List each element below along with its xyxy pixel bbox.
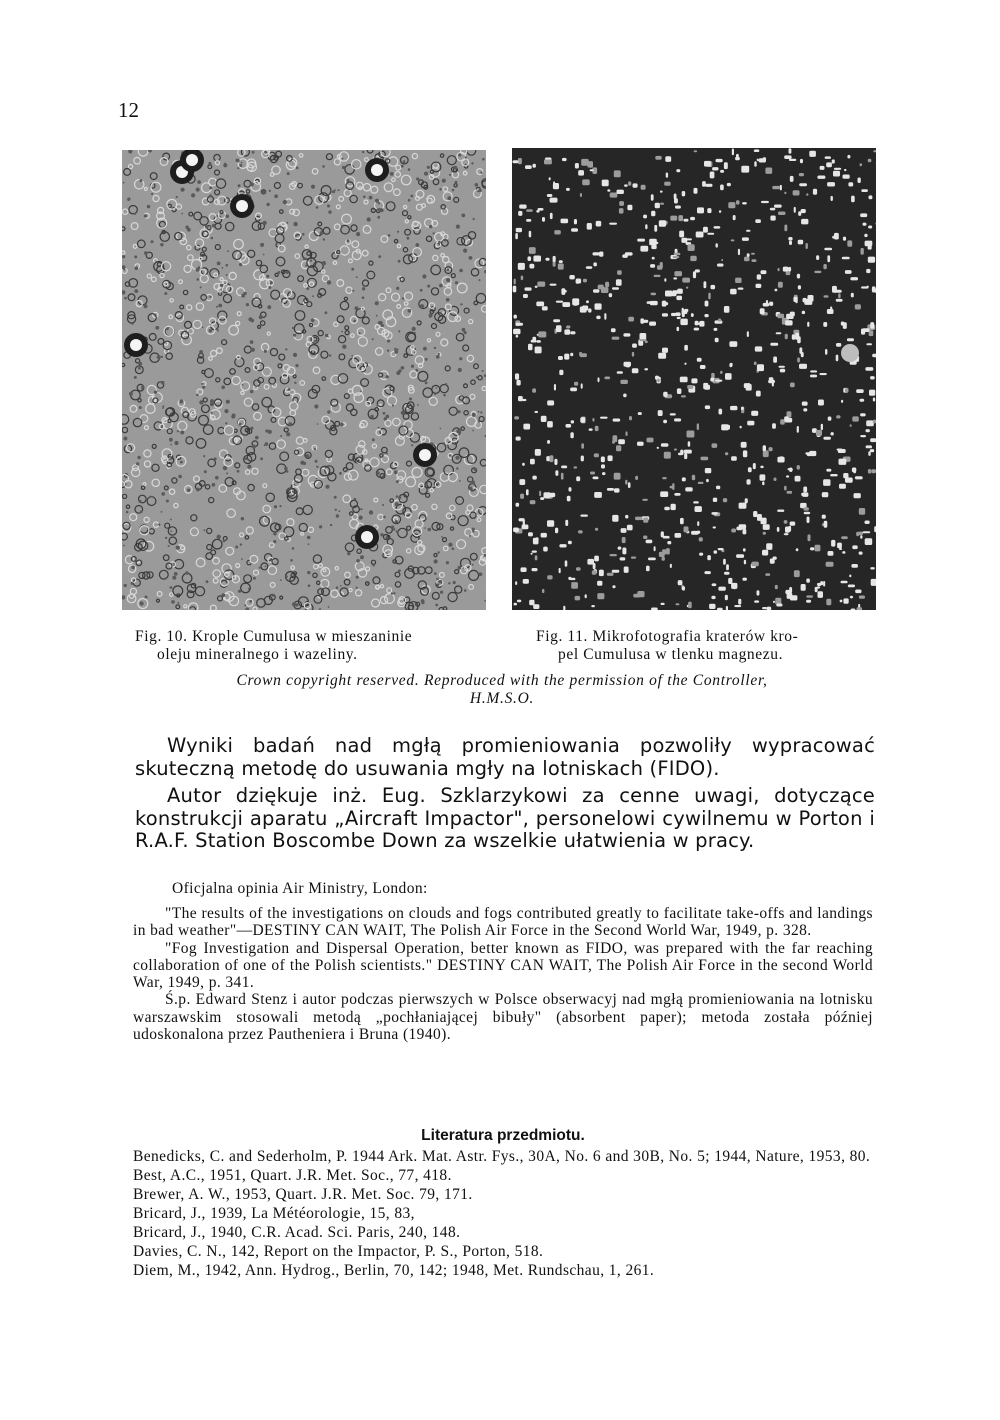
reference-item: Benedicks, C. and Sederholm, P. 1944 Ark. Mat. Astr. Fys., 30A, No. 6 and 30B, No. 5; 1944, Nature, 1953, 80.	[133, 1148, 871, 1165]
credit-line: Crown copyright reserved. Reproduced with the permission of the Controller,	[236, 672, 768, 689]
caption-line: Fig. 10. Krople Cumulusa w mieszaninie	[135, 628, 413, 645]
references-list	[133, 1147, 878, 1280]
reference-item: Best, A.C., 1951, Quart. J.R. Met. Soc., 77, 418.	[133, 1167, 452, 1184]
body-paragraph: Wyniki badań nad mgłą promieniowania pozwoliły wypracować skuteczną metodę do usuwania mgły na lotniskach (FIDO).	[135, 734, 875, 780]
reference-item: Diem, M., 1942, Ann. Hydrog., Berlin, 70, 142; 1948, Met. Rundschau, 1, 261.	[133, 1262, 655, 1279]
quote-paragraph: "The results of the investigations on clouds and fogs contributed greatly to facilitate take-offs and landings in bad weather"—DESTINY CAN WAIT, The Polish Air Force in the Second World War, 1949, p. 328.	[133, 905, 873, 940]
caption-line: oleju mineralnego i wazeliny.	[157, 646, 358, 663]
figure-10-caption	[135, 628, 510, 664]
reference-item: Bricard, J., 1939, La Météorologie, 15, 83,	[133, 1205, 415, 1222]
official-opinion-heading: Oficjalna opinia Air Ministry, London:	[172, 880, 428, 897]
figure-11-caption	[536, 628, 881, 664]
copyright-credit	[122, 672, 882, 708]
quotations	[133, 905, 873, 1043]
reference-item: Brewer, A. W., 1953, Quart. J.R. Met. Soc. 79, 171.	[133, 1186, 473, 1203]
craters-micrograph	[512, 148, 876, 610]
reference-item: Bricard, J., 1940, C.R. Acad. Sci. Paris, 240, 148.	[133, 1224, 461, 1241]
quote-paragraph: "Fog Investigation and Dispersal Operation, better known as FIDO, was prepared with the far reaching collaboration of one of the Polish scientists." DESTINY CAN WAIT, The Polish Air Force in the second World War, 1949, p. 341.	[133, 939, 873, 992]
figure-cloud-droplets-photo	[122, 150, 486, 610]
note-paragraph: Ś.p. Edward Stenz i autor podczas pierwszych w Polsce obserwacyj nad mgłą promieniowania na lotnisku warszawskim stosowali metodą „pochłaniającej bibuły" (absorbent paper); metoda została później udoskonalona przez Pautheniera i Bruna (1940).	[133, 991, 873, 1044]
droplets-micrograph	[122, 150, 486, 610]
page-number: 12	[118, 98, 139, 122]
acknowledgement-paragraph: Autor dziękuje inż. Eug. Szklarzykowi za cenne uwagi, dotyczące konstrukcji aparatu „Aircraft Impactor", personelowi cywilnemu w Porton i R.A.F. Station Boscombe Down za wszelkie ułatwienia w pracy.	[135, 784, 875, 852]
figure-crater-microphoto	[512, 148, 876, 610]
caption-line: Fig. 11. Mikrofotografia kraterów kro-	[536, 628, 799, 645]
caption-line: pel Cumulusa w tlenku magnezu.	[558, 646, 784, 663]
credit-line: H.M.S.O.	[469, 690, 535, 707]
references-title: Literatura przedmiotu.	[421, 1127, 585, 1144]
reference-item: Davies, C. N., 142, Report on the Impactor, P. S., Porton, 518.	[133, 1243, 544, 1260]
